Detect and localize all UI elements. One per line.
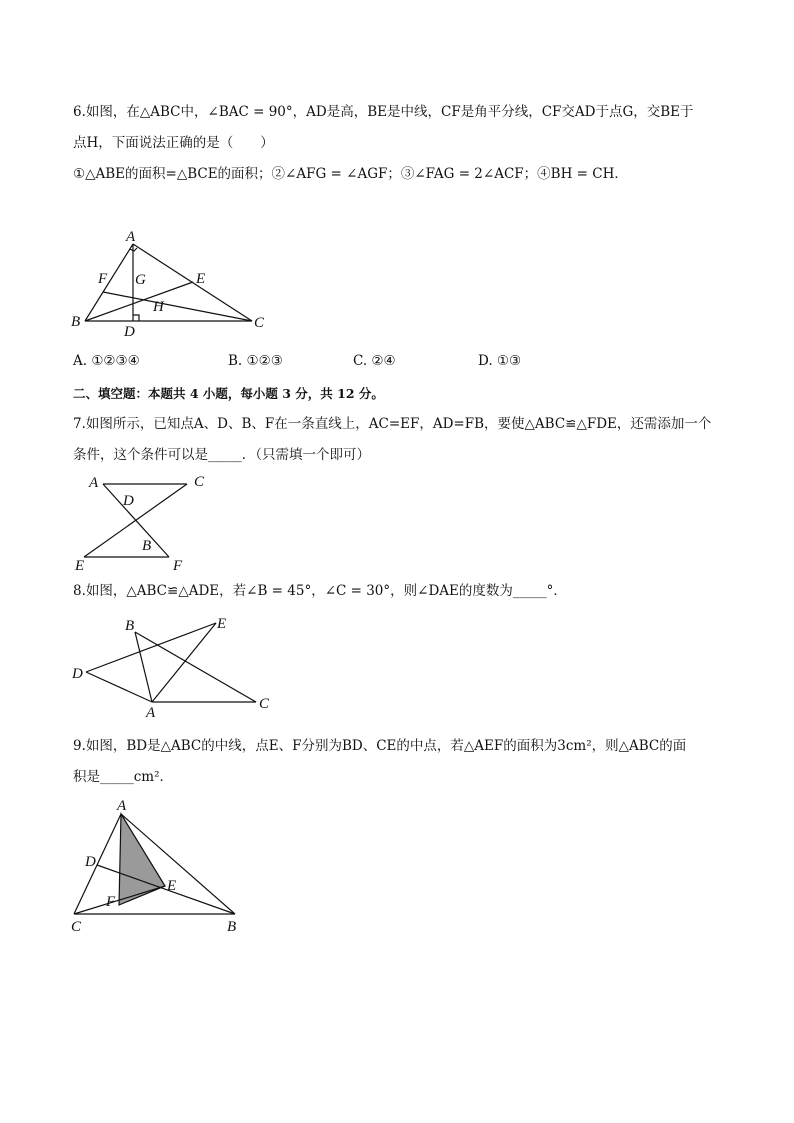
q8-figure — [68, 610, 278, 722]
q6-line3: ①△ABE的面积=△BCE的面积；②∠AFG = ∠AGF；③∠FAG = 2∠ACF；④BH = CH． — [73, 166, 628, 182]
q6-line2: 点H，下面说法正确的是（ ） — [73, 135, 274, 151]
q8-label-b: B — [125, 618, 135, 634]
q9-figure — [65, 795, 250, 937]
q7-figure — [70, 470, 205, 575]
q9-label-a: A — [117, 798, 127, 814]
q6-option-d: D. ①③ — [478, 353, 522, 369]
q6-line1: 6.如图，在△ABC中，∠BAC = 90°，AD是高，BE是中线，CF是角平分线，CF交AD于点G，交BE于 — [73, 104, 694, 120]
q6-option-a: A. ①②③④ — [73, 353, 140, 369]
q8-label-c: C — [259, 696, 270, 712]
q8-line1: 8.如图，△ABC≌△ADE，若∠B = 45°，∠C = 30°，则∠DAE的度数为_____°． — [73, 583, 567, 599]
section-2-heading: 二、填空题：本题共 4 小题，每小题 3 分，共 12 分。 — [73, 386, 384, 401]
q7-label-c: C — [194, 474, 205, 490]
q6-right-angle-d — [133, 315, 139, 321]
q6-label-g: G — [135, 272, 146, 288]
q7-label-d: D — [123, 493, 134, 509]
q6-label-e: E — [196, 271, 206, 287]
q9-seg-db — [97, 865, 235, 914]
q7-label-f: F — [173, 558, 183, 574]
q7-seg-ce — [84, 484, 187, 557]
q6-label-a: A — [126, 229, 136, 245]
q6-label-b: B — [71, 314, 81, 330]
q7-label-a: A — [89, 475, 99, 491]
q7-label-b: B — [142, 538, 152, 554]
q8-seg-bc — [135, 632, 256, 702]
q9-shaded-triangle-aef — [119, 814, 165, 905]
q9-label-b: B — [227, 919, 237, 935]
q6-label-c: C — [254, 315, 265, 331]
q7-label-e: E — [75, 558, 85, 574]
q6-figure — [60, 222, 280, 340]
q6-label-f: F — [98, 271, 108, 287]
q9-line1: 9.如图，BD是△ABC的中线，点E、F分别为BD、CE的中点，若△AEF的面积为3cm²，则△ABC的面 — [73, 738, 687, 754]
q6-seg-ab — [85, 244, 133, 321]
q9-line2: 积是_____cm²． — [73, 769, 174, 785]
q7-line2: 条件，这个条件可以是_____．（只需填一个即可） — [73, 447, 370, 463]
q6-option-b: B. ①②③ — [228, 353, 283, 369]
q9-label-e: E — [167, 878, 177, 894]
q7-line1: 7.如图所示，已知点A、D、B、F在一条直线上，AC=EF，AD=FB，要使△ABC≌△FDE，还需添加一个 — [73, 416, 712, 432]
q8-label-d: D — [72, 666, 83, 682]
q8-label-a: A — [146, 705, 156, 721]
q6-option-c: C. ②④ — [353, 353, 396, 369]
q9-label-f: F — [106, 894, 116, 910]
q9-label-d: D — [85, 854, 96, 870]
q8-seg-ba — [135, 632, 152, 702]
q8-label-e: E — [217, 616, 227, 632]
q9-label-c: C — [71, 919, 82, 935]
q8-seg-da — [86, 672, 152, 702]
q6-label-h: H — [153, 299, 164, 315]
q6-label-d: D — [124, 324, 135, 340]
